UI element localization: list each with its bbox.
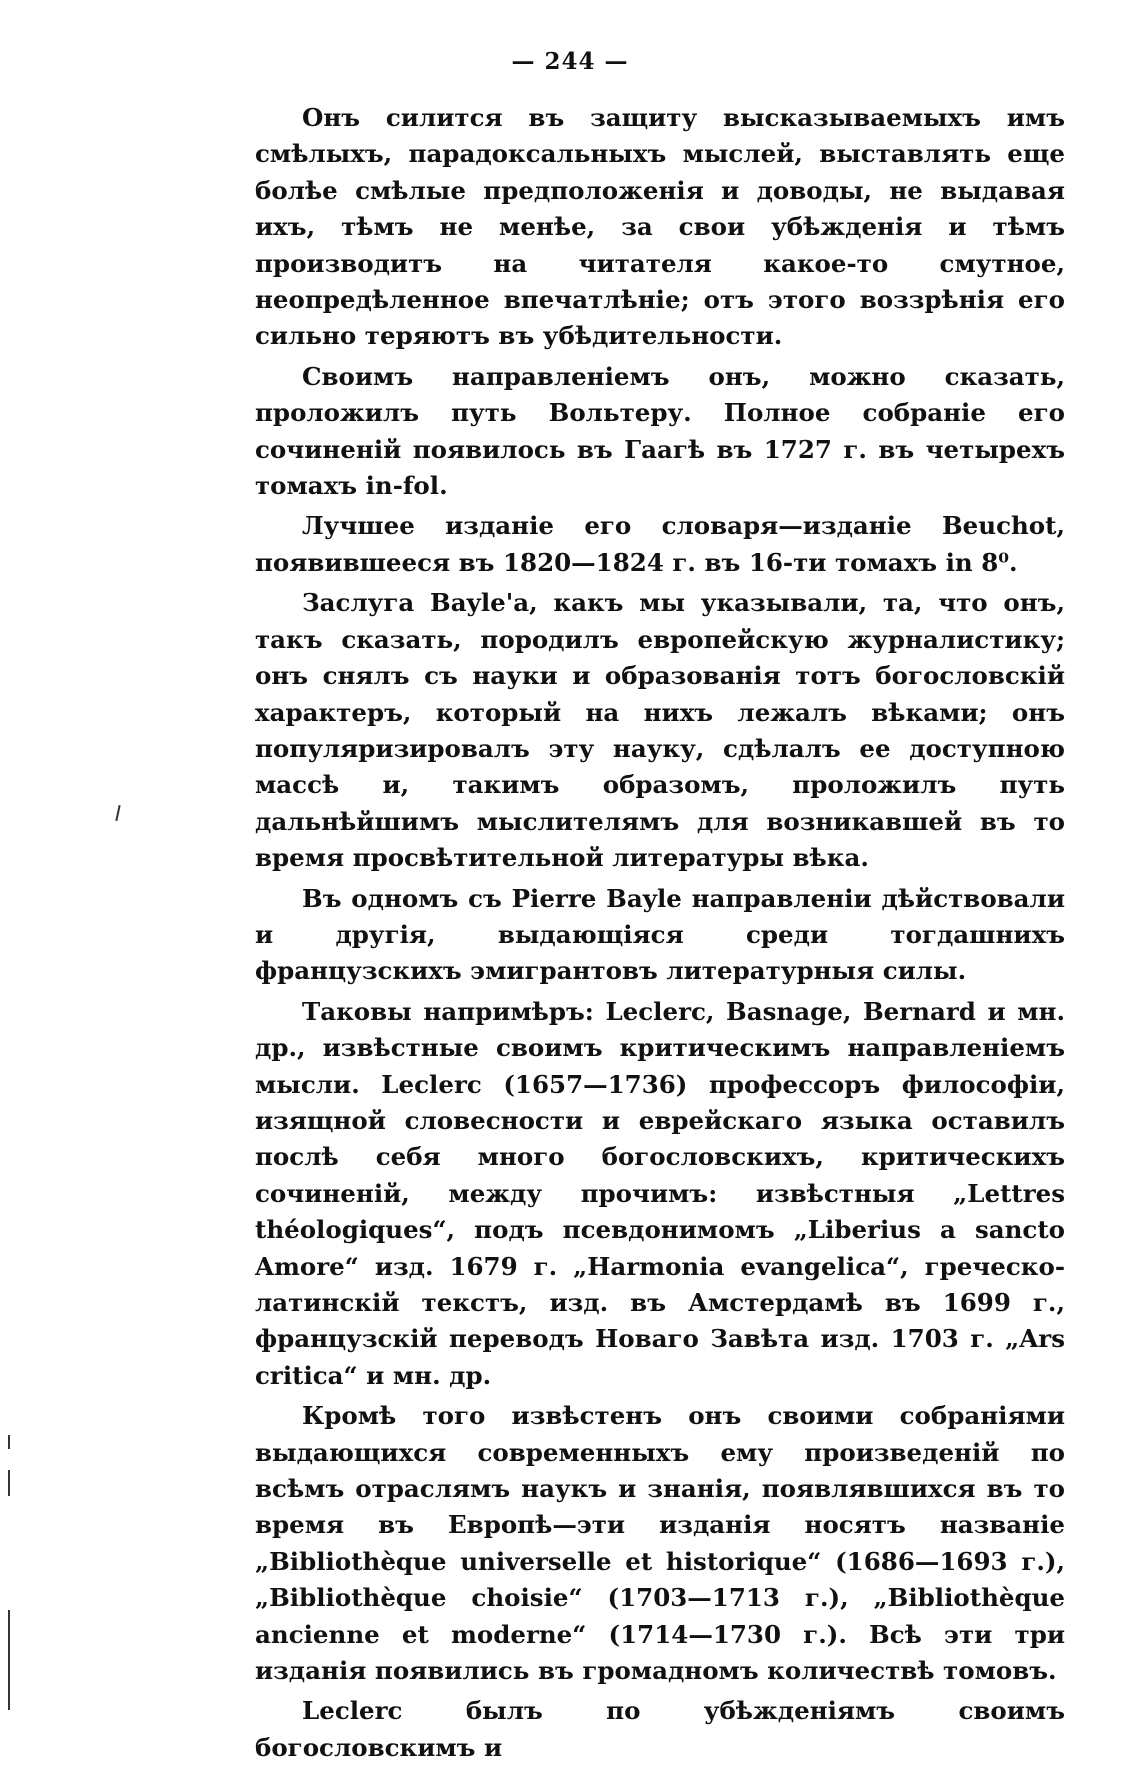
paragraph-2: Своимъ направленіемъ онъ, можно сказать, проложилъ путь Вольтеру. Полное собраніе его сочиненій появилось въ Гаагѣ въ 1727 г. въ четырехъ томахъ in-fol.	[255, 361, 1065, 501]
paragraph-6: Таковы напримѣръ: Leclerc, Basnage, Bernard и мн. др., извѣстные своимъ критическимъ направленіемъ мысли. Leclerc (1657—1736) профессоръ философіи, изящной словесности и еврейскаго языка оставилъ послѣ себя много богословскихъ, критическихъ сочиненій, между прочимъ: извѣстныя „Lettres théologiques“, подъ псевдонимомъ „Liberius a sancto Amore“ изд. 1679 г. „Harmonia evangelica“, греческо-латинскій текстъ, изд. въ Амстердамѣ въ 1699 г., французскій переводъ Новаго Завѣта изд. 1703 г. „Ars critica“ и мн. др.	[255, 996, 1065, 1390]
paragraph-1: Онъ силится въ защиту высказываемыхъ имъ смѣлыхъ, парадоксальныхъ мыслей, выставлять еще болѣе смѣлые предположенія и доводы, не выдавая ихъ, тѣмъ не менѣе, за свои убѣжденія и тѣмъ производитъ на читателя какое-то смутное, неопредѣленное впечатлѣніе; отъ этого воззрѣнія его сильно теряютъ въ убѣдительности.	[255, 103, 1065, 351]
paragraph-8: Leclerc былъ по убѣжденіямъ своимъ богословскимъ и	[255, 1696, 1065, 1762]
paragraph-5: Въ одномъ съ Pierre Bayle направленіи дѣйствовали и другія, выдающіяся среди тогдашнихъ французскихъ эмигрантовъ литературныя силы.	[255, 883, 1065, 986]
margin-mark	[8, 1610, 10, 1710]
margin-mark	[8, 1435, 10, 1449]
margin-mark	[115, 805, 120, 821]
margin-mark	[8, 1470, 10, 1496]
body-text	[255, 100, 1065, 1770]
paragraph-7: Кромѣ того извѣстенъ онъ своими собраніями выдающихся современныхъ ему произведеній по всѣмъ отраслямъ наукъ и знанія, появлявшихся въ то время въ Европѣ—эти изданія носятъ названіе „Bibliothèque universelle et historique“ (1686—1693 г.), „Bibliothèque choisie“ (1703—1713 г.), „Bibliothèque ancienne et moderne“ (1714—1730 г.). Всѣ эти три изданія появились въ громадномъ количествѣ томовъ.	[255, 1401, 1065, 1686]
page-number: — 244 —	[511, 48, 629, 75]
paragraph-3: Лучшее изданіе его словаря—изданіе Beuchot, появившееся въ 1820—1824 г. въ 16-ти томахъ in 8⁰.	[255, 511, 1065, 577]
paragraph-4: Заслуга Bayle'a, какъ мы указывали, та, что онъ, такъ сказать, породилъ европейскую журналистику; онъ снялъ съ науки и образованія тотъ богословскій характеръ, который на нихъ лежалъ вѣками; онъ популяризировалъ эту науку, сдѣлалъ ее доступною массѣ и, такимъ образомъ, проложилъ путь дальнѣйшимъ мыслителямъ для возникавшей въ то время просвѣтительной литературы вѣка.	[255, 588, 1065, 873]
